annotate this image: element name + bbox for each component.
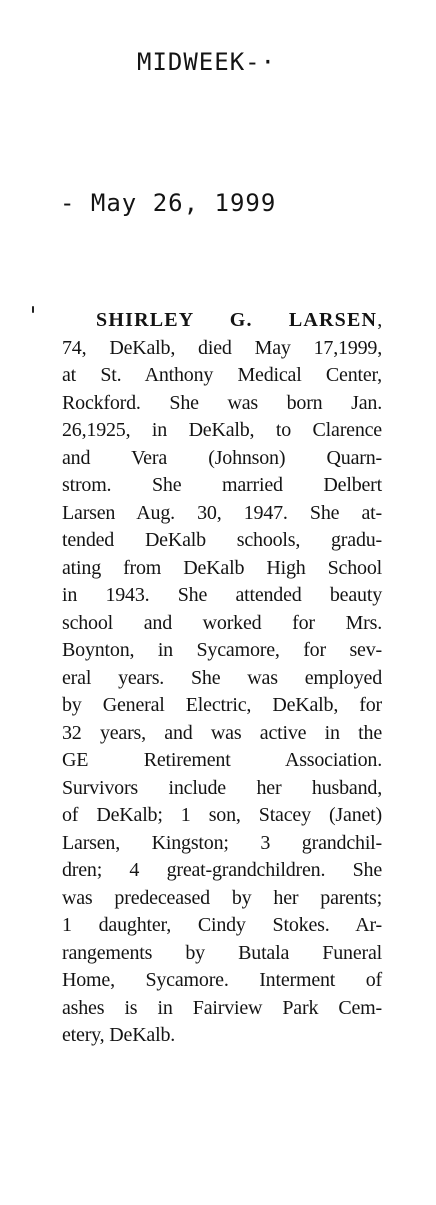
headline-punctuation: ,: [377, 309, 382, 331]
obituary-line: dren; 4 great-grandchildren. She: [62, 859, 382, 881]
obituary-line: by General Electric, DeKalb, for: [62, 694, 382, 716]
obituary-line: Larsen, Kingston; 3 grandchil-: [62, 831, 382, 854]
obituary-line: of DeKalb; 1 son, Stacey (Janet): [62, 804, 382, 826]
obituary-line: at St. Anthony Medical Center,: [62, 364, 382, 386]
obituary-line: rangements by Butala Funeral: [62, 941, 382, 964]
obituary-line: school and worked for Mrs.: [62, 611, 382, 634]
obituary-line: 32 years, and was active in the: [62, 721, 382, 744]
obituary-line: ating from DeKalb High School: [62, 556, 382, 579]
obituary-line: was predeceased by her parents;: [62, 886, 382, 909]
obituary-line: etery, DeKalb.: [62, 1024, 176, 1046]
obituary-line: Boynton, in Sycamore, for sev-: [62, 639, 382, 661]
obituary-line: Larsen Aug. 30, 1947. She at-: [62, 501, 382, 524]
obituary-line: ashes is in Fairview Park Cem-: [62, 996, 382, 1019]
obituary-line: Rockford. She was born Jan.: [62, 391, 382, 414]
obituary-line: GE Retirement Association.: [62, 749, 382, 771]
obituary-line: Survivors include her husband,: [62, 776, 382, 799]
obituary-text: [62, 307, 382, 1050]
deceased-name: SHIRLEY G. LARSEN: [96, 309, 378, 331]
obituary-line: Home, Sycamore. Interment of: [62, 969, 382, 991]
obituary-headline-line: [62, 307, 382, 335]
obituary-line: 26,1925, in DeKalb, to Clarence: [62, 419, 382, 441]
obituary-line: 1 daughter, Cindy Stokes. Ar-: [62, 914, 382, 936]
obituary-line: in 1943. She attended beauty: [62, 584, 382, 606]
obituary-line: eral years. She was employed: [62, 666, 382, 689]
obituary-line: tended DeKalb schools, gradu-: [62, 529, 382, 551]
obituary-line: strom. She married Delbert: [62, 474, 382, 496]
obituary-line: and Vera (Johnson) Quarn-: [62, 446, 382, 469]
publication-date: - May 26, 1999: [60, 189, 277, 217]
stray-mark: [32, 306, 34, 313]
obituary-line: 74, DeKalb, died May 17,1999,: [62, 336, 382, 359]
publication-name: MIDWEEK-·: [137, 48, 277, 76]
